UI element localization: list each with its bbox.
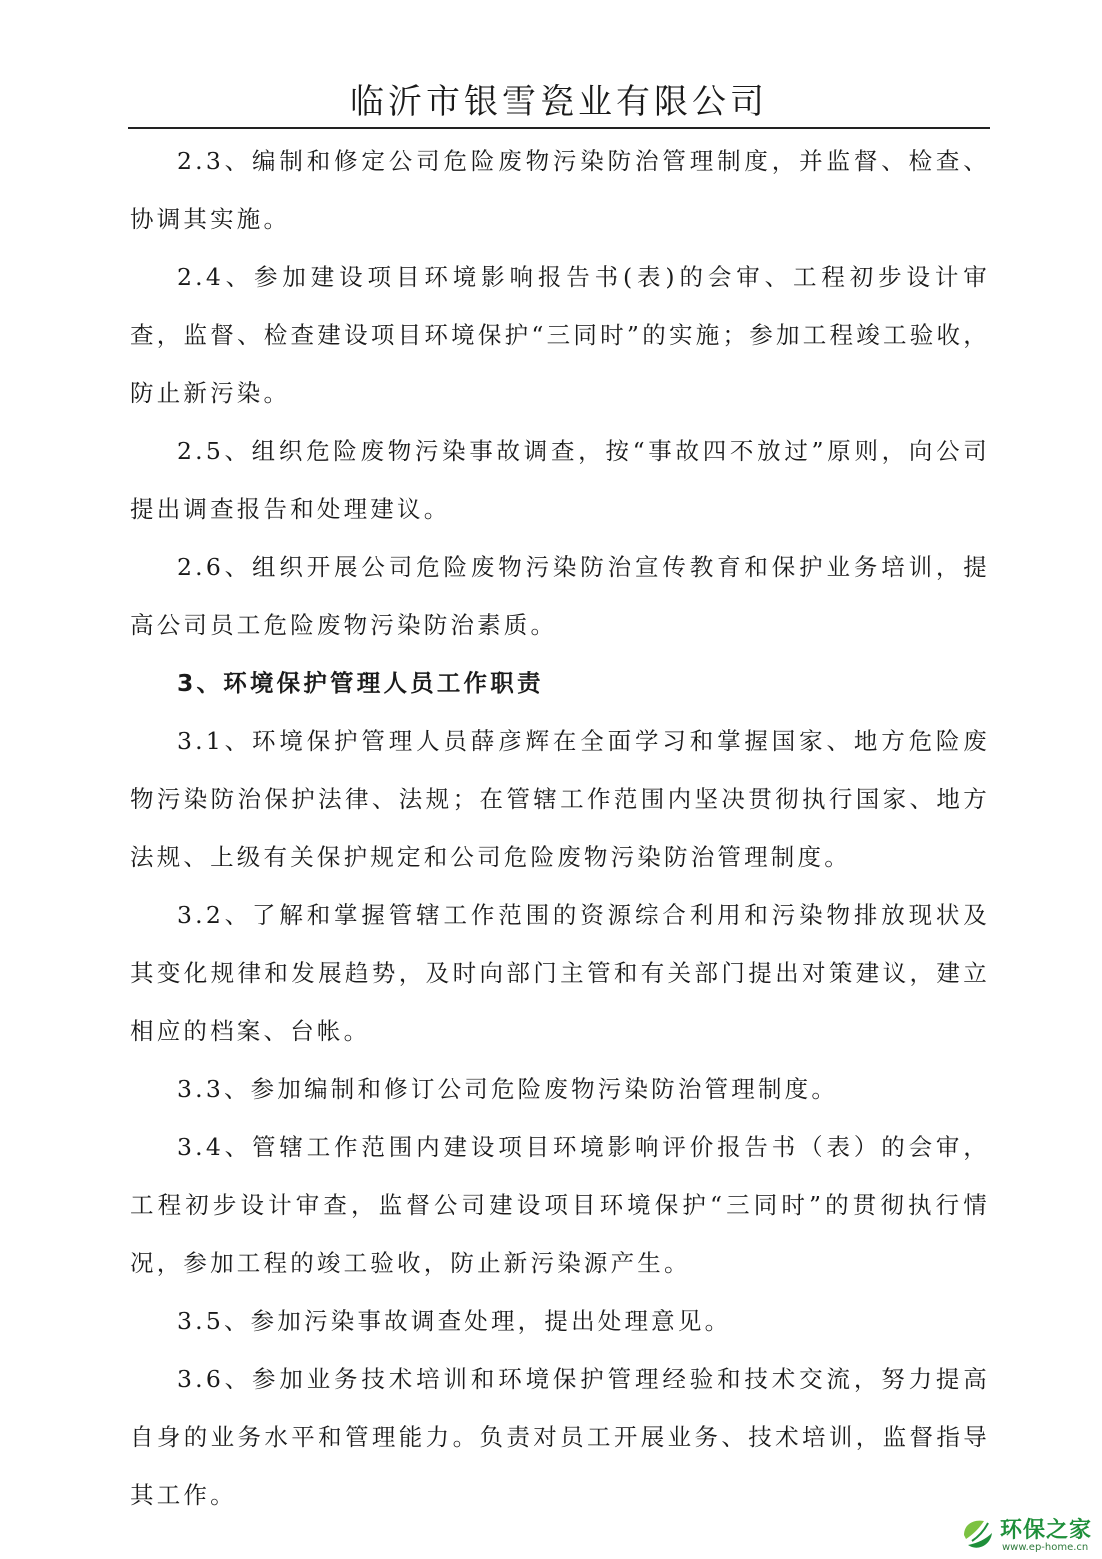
leaf-logo-icon [958, 1515, 998, 1555]
clause-3-2: 3.2、了解和掌握管辖工作范围的资源综合利用和污染物排放现状及其变化规律和发展趋势，及时向部门主管和有关部门提出对策建议，建立相应的档案、台帐。 [130, 901, 990, 1045]
clause-2-6: 2.6、组织开展公司危险废物污染防治宣传教育和保护业务培训，提高公司员工危险废物污染防治素质。 [130, 553, 990, 639]
clause-2-5: 2.5、组织危险废物污染事故调查，按“事故四不放过”原则，向公司提出调查报告和处理建议。 [130, 437, 990, 523]
clause-3-1: 3.1、环境保护管理人员薛彦辉在全面学习和掌握国家、地方危险废物污染防治保护法律、法规；在管辖工作范围内坚决贯彻执行国家、地方法规、上级有关保护规定和公司危险废物污染防治管理制度。 [130, 727, 990, 871]
clause-3-3: 3.3、参加编制和修订公司危险废物污染防治管理制度。 [177, 1075, 839, 1103]
clause-3-4: 3.4、管辖工作范围内建设项目环境影响评价报告书（表）的会审，工程初步设计审查，监督公司建设项目环境保护“三同时”的贯彻执行情况，参加工程的竣工验收，防止新污染源产生。 [130, 1133, 990, 1277]
watermark [958, 1513, 1098, 1557]
watermark-url: www.ep-home.cn [1002, 1542, 1089, 1553]
document-body [130, 132, 990, 1524]
clause-2-4: 2.4、参加建设项目环境影响报告书(表)的会审、工程初步设计审查，监督、检查建设项目环境保护“三同时”的实施；参加工程竣工验收，防止新污染。 [130, 263, 990, 407]
company-header: 临沂市银雪瓷业有限公司 [350, 82, 768, 122]
clause-2-3: 2.3、编制和修定公司危险废物污染防治管理制度，并监督、检查、协调其实施。 [130, 147, 990, 233]
clause-3-5: 3.5、参加污染事故调查处理，提出处理意见。 [177, 1307, 732, 1335]
watermark-title: 环保之家 [1000, 1518, 1093, 1543]
section-3-heading: 3、环境保护管理人员工作职责 [177, 669, 544, 697]
header-divider [128, 127, 990, 129]
clause-3-6: 3.6、参加业务技术培训和环境保护管理经验和技术交流，努力提高自身的业务水平和管理能力。负责对员工开展业务、技术培训，监督指导其工作。 [130, 1365, 990, 1509]
